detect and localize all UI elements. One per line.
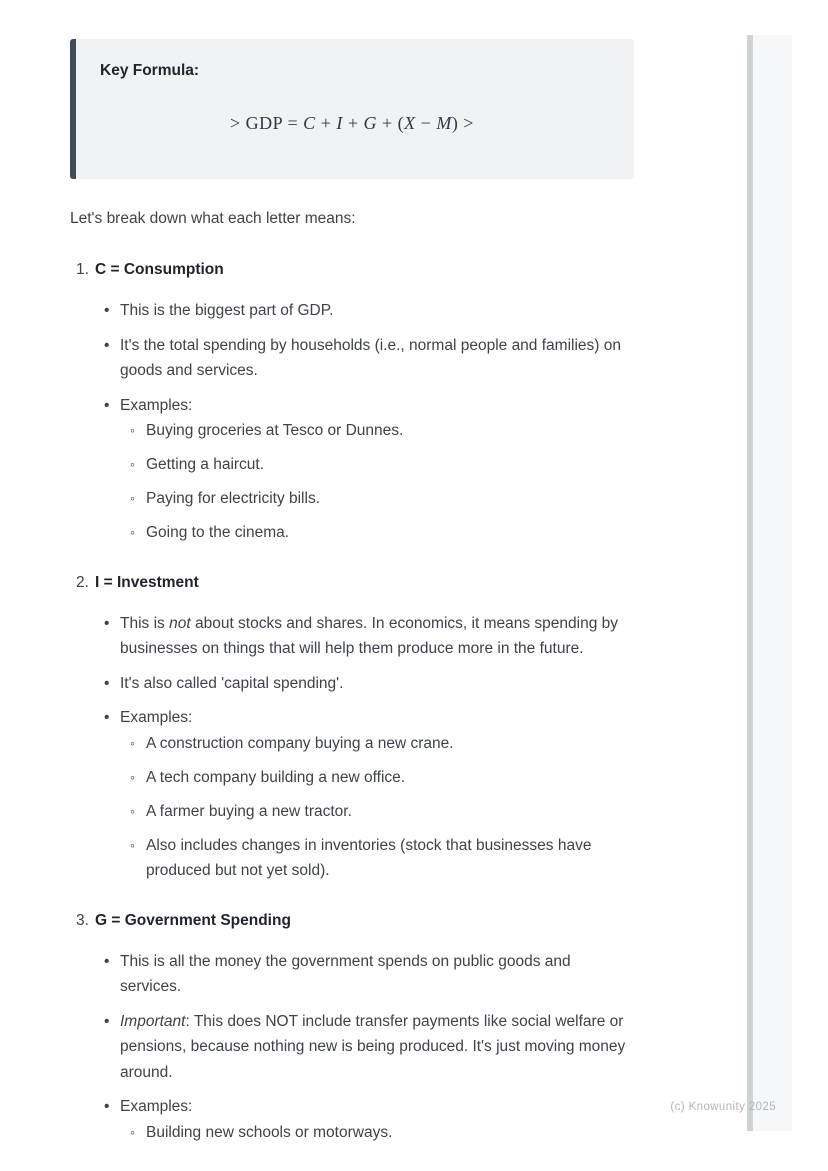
gdp-component-item — [76, 570, 634, 884]
text-segment: not — [169, 614, 191, 632]
sub-bullet-item: ◦ Going to the cinema. — [146, 520, 634, 546]
sub-bullet-item: ◦ Buying groceries at Tesco or Dunnes. — [146, 418, 634, 444]
component-bullet-list — [76, 611, 634, 884]
example-sub-list — [120, 1120, 634, 1146]
component-number: 1. — [76, 261, 89, 278]
component-heading — [76, 257, 634, 283]
sub-bullet-item: ◦ Getting a haircut. — [146, 452, 634, 478]
text-segment: about stocks and shares. In economics, it means spending by businesses on things that will help them produce more in the future. — [120, 614, 619, 657]
next-page-edge — [747, 35, 792, 1131]
text-segment: : This does NOT include transfer payments like social welfare or pensions, because nothing new is being produced. It's just moving money around. — [120, 1012, 626, 1081]
bullet-item — [120, 1009, 634, 1086]
component-title: I = Investment — [95, 573, 199, 591]
text-segment: + — [315, 113, 337, 133]
bullet-item — [120, 705, 634, 884]
text-segment: Important — [120, 1012, 186, 1030]
gdp-component-item — [76, 908, 634, 1146]
sub-bullet-item: ◦ Paying for electricity bills. — [146, 486, 634, 512]
text-segment: ) > — [451, 113, 474, 133]
sub-bullet-item: ◦ A construction company buying a new crane. — [146, 731, 634, 757]
text-segment: Examples: — [120, 1098, 193, 1115]
component-bullet-list — [76, 949, 634, 1146]
component-heading — [76, 908, 634, 934]
text-segment: + — [342, 113, 364, 133]
sub-bullet-item: ◦ A tech company building a new office. — [146, 765, 634, 791]
bullet-item — [120, 611, 634, 662]
sub-bullet-item: ◦ Also includes changes in inventories (stock that businesses have produced but not yet sold). — [146, 833, 634, 884]
gdp-formula — [100, 111, 604, 135]
text-segment: + ( — [377, 113, 405, 133]
example-sub-list — [120, 731, 634, 884]
component-bullet-list — [76, 298, 634, 546]
sub-bullet-item: ◦ A farmer buying a new tractor. — [146, 799, 634, 825]
text-segment: G — [363, 113, 377, 133]
bullet-item — [120, 333, 634, 384]
bullet-item — [120, 1094, 634, 1145]
key-formula-callout — [70, 39, 634, 179]
example-sub-list — [120, 418, 634, 546]
text-segment: > GDP = — [230, 113, 304, 133]
component-number: 2. — [76, 573, 89, 591]
text-segment: This is the biggest part of GDP. — [120, 302, 334, 319]
text-segment: It's the total spending by households (i.e., normal people and families) on goods and services. — [120, 336, 621, 379]
text-segment: X — [404, 113, 416, 133]
text-segment: − — [415, 113, 437, 133]
bullet-item — [120, 393, 634, 546]
intro-paragraph: Let's break down what each letter means: — [70, 210, 356, 227]
bullet-item — [120, 671, 634, 697]
text-segment: This is — [120, 614, 170, 632]
text-segment: It's also called 'capital spending'. — [120, 674, 344, 692]
bullet-item — [120, 298, 634, 324]
watermark: (c) Knowunity 2025 — [670, 1101, 776, 1113]
sub-bullet-item: ◦ Building new schools or motorways. — [146, 1120, 634, 1146]
text-segment: This is all the money the government spends on public goods and services. — [120, 952, 571, 995]
text-segment: C — [303, 113, 316, 133]
callout-title: Key Formula: — [100, 62, 200, 79]
text-segment: Examples: — [120, 709, 193, 726]
document-page — [70, 0, 634, 1169]
gdp-component-item — [76, 257, 634, 546]
component-heading — [76, 570, 634, 596]
component-title: C = Consumption — [95, 261, 224, 278]
gdp-components-list — [70, 257, 634, 1145]
text-segment: I — [336, 113, 343, 133]
text-segment: Examples: — [120, 396, 193, 414]
text-segment: M — [436, 113, 452, 133]
component-title: G = Government Spending — [95, 911, 291, 929]
component-number: 3. — [76, 911, 89, 929]
bullet-item — [120, 949, 634, 1000]
